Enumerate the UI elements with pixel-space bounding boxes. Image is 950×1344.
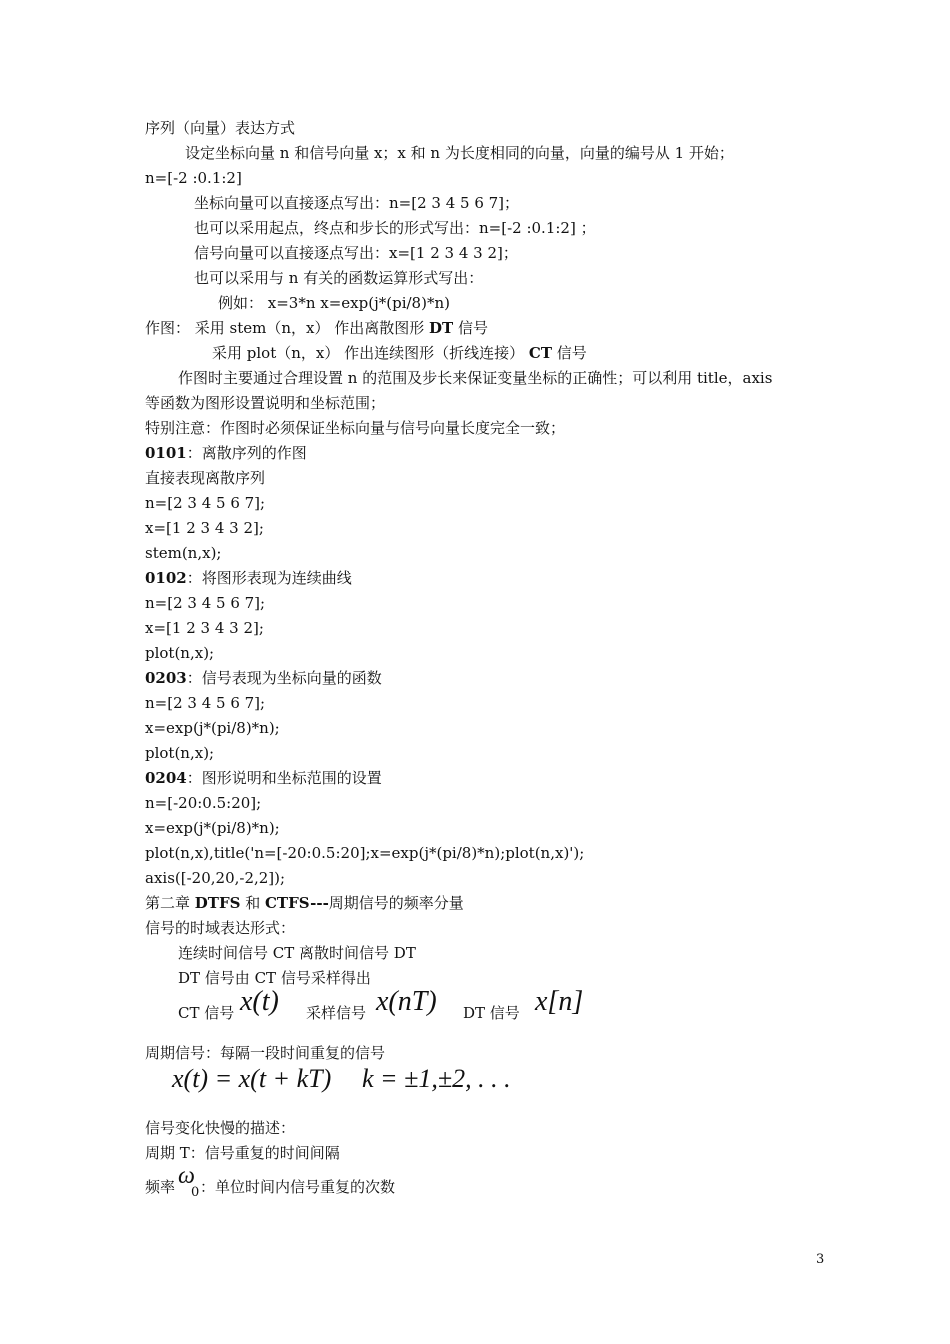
line-text: x=[1 2 3 4 3 2]; [145, 519, 264, 537]
text-line [145, 593, 265, 613]
bold-text: DTFS [194, 894, 241, 912]
frequency-label: 频率 [145, 1178, 176, 1196]
line-text: ：信号表现为坐标向量的函数 [186, 669, 382, 687]
bold-text: 0203 [145, 669, 187, 687]
line-text: 也可以采用起点，终点和步长的形式写出：n=[-2 :0.1:2] ； [194, 219, 596, 237]
line-text: x=exp(j*(pi/8)*n); [145, 719, 280, 737]
line-text: 信号 [552, 344, 587, 362]
sample-expression: x(nT) [376, 986, 437, 1017]
line-text: 周期信号：每隔一段时间重复的信号 [145, 1044, 386, 1062]
line-text: 设定坐标向量 n 和信号向量 x；x 和 n 为长度相同的向量，向量的编号从 1 开始； [185, 144, 734, 162]
dt-expression: x[n] [535, 986, 584, 1017]
text-line [145, 418, 565, 438]
bold-text: CT [528, 344, 552, 362]
line-text: 作图时主要通过合理设置 n 的范围及步长来保证变量坐标的正确性；可以利用 title，axis [178, 369, 773, 387]
periodic-formula [172, 1062, 532, 1098]
line-text: n=[-20:0.5:20]; [145, 794, 262, 812]
omega-subscript: 0 [191, 1185, 200, 1200]
line-text: 例如： x=3*n x=exp(j*(pi/8)*n) [218, 294, 450, 312]
text-line [145, 518, 264, 538]
bold-text: 0101 [145, 444, 187, 462]
line-text: stem(n,x); [145, 544, 222, 562]
text-line [145, 793, 261, 813]
dt-label: DT 信号 [463, 1004, 520, 1022]
line-text: x=exp(j*(pi/8)*n); [145, 819, 280, 837]
frequency-text: ：单位时间内信号重复的次数 [200, 1178, 396, 1196]
text-line [185, 143, 734, 163]
text-line [145, 568, 352, 588]
line-text: plot(n,x); [145, 644, 215, 662]
line-text: ：图形说明和坐标范围的设置 [186, 769, 382, 787]
line-text: n=[-2 :0.1:2] [145, 169, 242, 187]
line-text: 采用 plot（n，x） 作出连续图形（折线连接） [212, 344, 529, 362]
line-text: axis([-20,20,-2,2]); [145, 869, 286, 887]
line-text: 信号的时域表达形式： [145, 919, 296, 937]
line-text: 和 [240, 894, 265, 912]
omega-symbol: ω [178, 1163, 195, 1189]
sample-label: 采样信号 [306, 1004, 367, 1022]
text-line [212, 343, 587, 363]
text-line [145, 1118, 295, 1138]
text-line [145, 468, 265, 488]
bold-text: 0204 [145, 769, 187, 787]
text-line [145, 1143, 340, 1163]
line-text: x=[1 2 3 4 3 2]; [145, 619, 264, 637]
line-text: DT 信号由 CT 信号采样得出 [178, 969, 371, 987]
text-line [145, 618, 264, 638]
text-line [145, 493, 265, 513]
line-text: 作图： 采用 stem（n，x） 作出离散图形 [145, 319, 430, 337]
line-text: 信号 [453, 319, 488, 337]
signal-row [178, 985, 638, 1025]
line-text: 周期信号的频率分量 [328, 894, 464, 912]
line-text: 周期 T：信号重复的时间间隔 [145, 1144, 340, 1162]
text-line [145, 743, 214, 763]
text-line [145, 543, 221, 563]
text-line [145, 443, 307, 463]
line-text: n=[2 3 4 5 6 7]; [145, 694, 266, 712]
ct-label: CT 信号 [178, 1004, 235, 1022]
text-line [178, 943, 416, 963]
bold-text: 0102 [145, 569, 187, 587]
line-text: ：将图形表现为连续曲线 [186, 569, 352, 587]
line-text: 坐标向量可以直接逐点写出：n=[2 3 4 5 6 7]； [194, 194, 520, 212]
text-line [194, 268, 483, 288]
text-line [145, 918, 295, 938]
text-line [145, 768, 382, 788]
text-line [218, 293, 450, 313]
text-line [145, 893, 464, 913]
line-text: 序列（向量）表达方式 [145, 119, 296, 137]
line-text: 直接表现离散序列 [145, 469, 266, 487]
line-text: 第二章 [145, 894, 195, 912]
text-line [145, 818, 280, 838]
frequency-line [145, 1163, 465, 1202]
text-line [145, 868, 285, 888]
text-line [145, 643, 214, 663]
formula-rhs: k = ±1,±2, . . . [362, 1064, 511, 1093]
ct-expression: x(t) [240, 986, 279, 1017]
line-text: 信号向量可以直接逐点写出：x=[1 2 3 4 3 2]； [194, 244, 518, 262]
text-line [194, 243, 518, 263]
text-line [145, 318, 488, 338]
line-text: plot(n,x); [145, 744, 215, 762]
text-line [145, 168, 242, 188]
text-line [145, 393, 385, 413]
text-line [145, 1043, 385, 1063]
line-text: plot(n,x),title('n=[-20:0.5:20];x=exp(j*(pi/8)*n);plot(n,x)'); [145, 844, 585, 862]
line-text: 特别注意：作图时必须保证坐标向量与信号向量长度完全一致； [145, 419, 566, 437]
formula-lhs: x(t) = x(t + kT) [172, 1064, 332, 1093]
line-text: 连续时间信号 CT 离散时间信号 DT [178, 944, 416, 962]
line-text: 信号变化快慢的描述： [145, 1119, 296, 1137]
text-line [194, 218, 596, 238]
text-line [145, 118, 295, 138]
line-text: 也可以采用与 n 有关的函数运算形式写出： [194, 269, 484, 287]
bold-text: CTFS--- [264, 894, 329, 912]
text-line [145, 693, 265, 713]
text-line [145, 718, 280, 738]
line-text: n=[2 3 4 5 6 7]; [145, 494, 266, 512]
text-line [178, 368, 772, 388]
text-line [145, 843, 584, 863]
text-line [194, 193, 519, 213]
line-text: 等函数为图形设置说明和坐标范围； [145, 394, 386, 412]
line-text: ：离散序列的作图 [186, 444, 307, 462]
bold-text: DT [429, 319, 454, 337]
text-line [145, 668, 382, 688]
line-text: n=[2 3 4 5 6 7]; [145, 594, 266, 612]
page-number: 3 [816, 1252, 825, 1267]
